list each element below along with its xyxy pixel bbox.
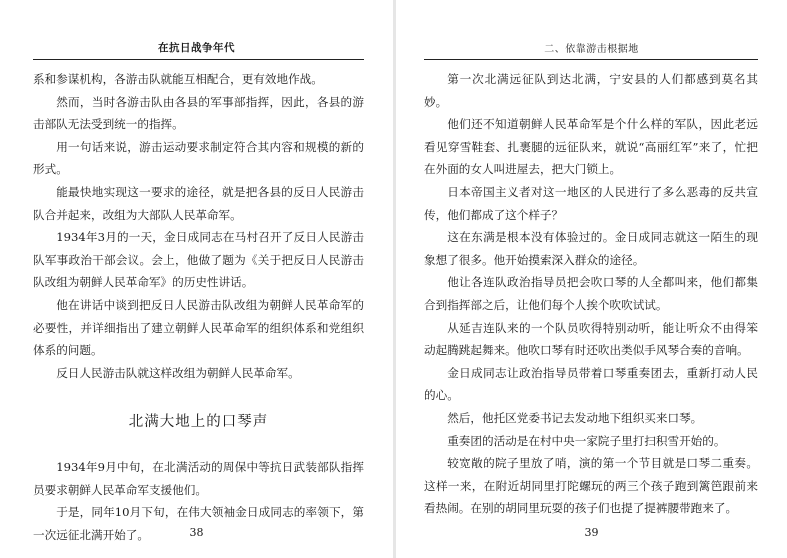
paragraph: 1934年9月中旬，在北满活动的周保中等抗日武装部队指挥员要求朝鲜人民革命军支援他们。 (33, 459, 364, 497)
page-number-right: 39 (584, 526, 599, 539)
paragraph: 他让各连队政治指导员把会吹口琴的人全都叫来，他们都集合到指挥部之后，让他们每个人挨个吹吹试试。 (424, 275, 758, 312)
header-rule-left (33, 59, 364, 60)
paragraph: 于是，同年10月下旬，在伟大领袖金日成同志的率领下，第一次远征北满开始了。 (33, 505, 364, 542)
paragraph: 系和参谋机构，各游击队就能互相配合，更有效地作战。 (33, 72, 323, 86)
paragraph: 用一句话来说，游击运动要求制定符合其内容和规模的新的形式。 (33, 139, 364, 177)
paragraph: 第一次北满远征队到达北满，宁安县的人们都感到莫名其妙。 (424, 72, 758, 109)
page-number-left: 38 (189, 526, 204, 539)
paragraph: 然而，当时各游击队由各县的军事部指挥，因此，各县的游击部队无法受到统一的指挥。 (33, 94, 364, 132)
section-title: 北满大地上的口琴声 (128, 414, 269, 431)
paragraph: 反日人民游击队就这样改组为朝鲜人民革命军。 (56, 365, 300, 380)
running-header-left: 在抗日战争年代 (158, 42, 235, 54)
paragraph: 日本帝国主义者对这一地区的人民进行了多么恶毒的反共宣传，他们都成了这个样子？ (424, 184, 758, 222)
paragraph: 他们还不知道朝鲜人民革命军是个什么样的军队，因此老远看见穿雪鞋套、扎裹腿的远征队来，就说“高丽红军”来了，忙把在外面的女人叫进屋去，把大门锁上。 (424, 117, 758, 177)
left-page-body (33, 68, 364, 546)
paragraph: 这在东满是根本没有体验过的。金日成同志就这一陌生的现象想了很多。他开始摸索深入群众的途径。 (424, 230, 758, 267)
header-rule-right (424, 59, 758, 60)
paragraph: 较宽敞的院子里放了哨，演的第一个节目就是口琴二重奏。这样一来，在附近胡同里打陀螺玩的两三个孩子跑到篱笆跟前来看热闹。在别的胡同里玩耍的孩子们也提了提裤腰带跑来了。 (424, 456, 758, 516)
paragraph: 然后，他托区党委书记去发动地下组织买来口琴。 (447, 410, 703, 425)
right-page-body (424, 68, 758, 520)
running-header-right: 二、依靠游击根据地 (544, 44, 639, 55)
paragraph: 金日成同志让政治指导员带着口琴重奏团去，重新打动人民的心。 (424, 365, 758, 403)
paragraph: 能最快地实现这一要求的途径，就是把各县的反日人民游击队合并起来，改组为大部队人民革命军。 (33, 184, 364, 222)
left-page (0, 0, 393, 558)
paragraph: 1934年3月的一天，金日成同志在马村召开了反日人民游击队军事政治干部会议。会上，他做了题为《关于把反日人民游击队改组为朝鲜人民革命军》的历史性讲话。 (33, 230, 364, 290)
paragraph: 从延吉连队来的一个队员吹得特别动听，能让听众不由得笨动起腾跳起舞来。他吹口琴有时还吹出类似手风琴合奏的音响。 (424, 320, 758, 358)
paragraph: 重奏团的活动是在村中央一家院子里打扫积雪开始的。 (447, 433, 726, 448)
paragraph: 他在讲话中谈到把反日人民游击队改组为朝鲜人民革命军的必要性，并详细指出了建立朝鲜人民革命军的组织体系和党组织体系的问题。 (33, 297, 364, 358)
right-page (396, 0, 787, 558)
